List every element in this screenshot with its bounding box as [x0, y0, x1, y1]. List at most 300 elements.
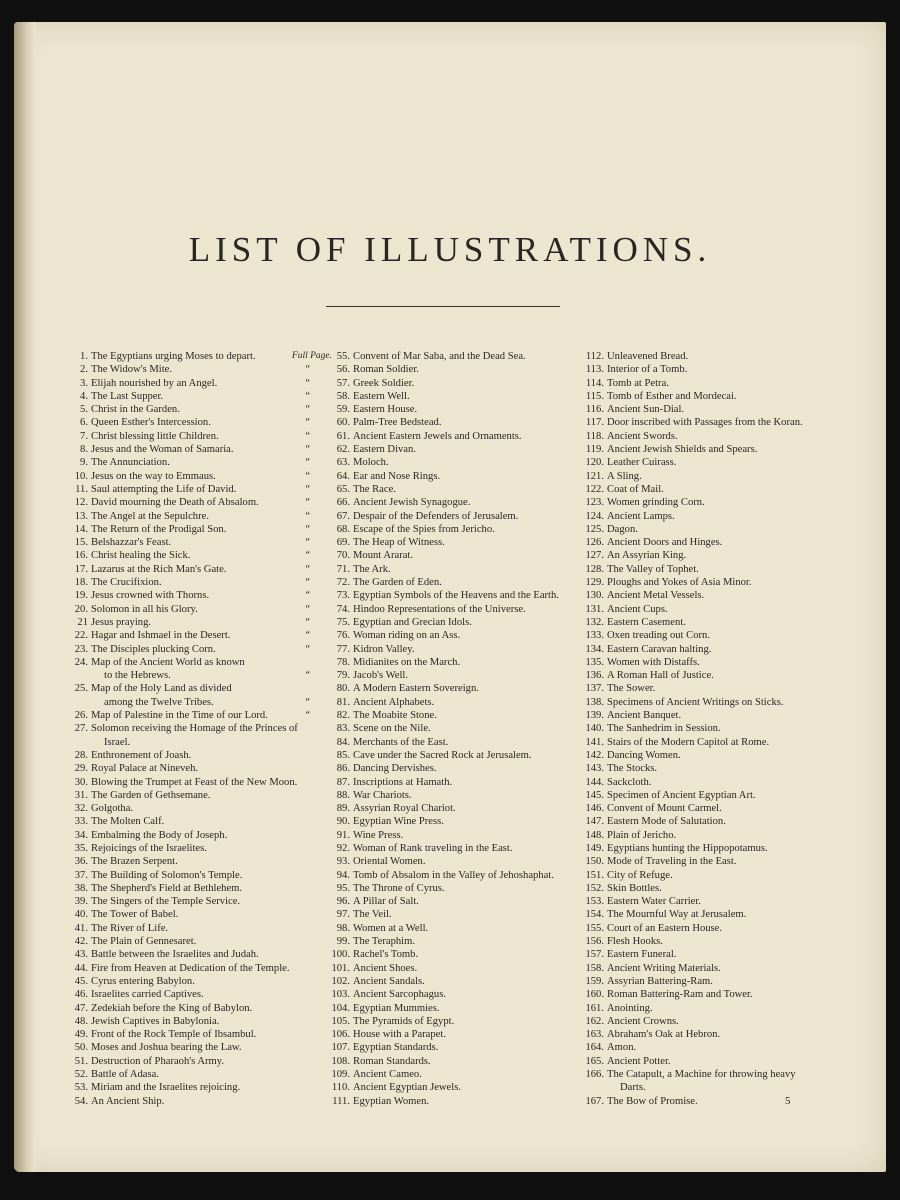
- illustration-entry: [576, 536, 834, 549]
- entry-number: 29.: [74, 763, 88, 775]
- entry-title: Elijah nourished by an Angel.: [91, 377, 218, 389]
- ditto-mark: “: [305, 643, 310, 655]
- entry-number: 91.: [336, 829, 350, 841]
- entry-number: 98.: [336, 922, 350, 934]
- illustration-entry: [322, 709, 584, 722]
- illustration-entry: [322, 643, 584, 656]
- illustration-entry: [576, 815, 834, 828]
- ditto-mark: “: [305, 616, 310, 628]
- illustration-entry: [576, 1068, 834, 1095]
- illustration-entry: [60, 722, 332, 749]
- entry-number: 76.: [336, 630, 350, 642]
- entry-title-continuation: to the Hebrews.: [104, 670, 171, 682]
- entry-number: 12.: [74, 497, 88, 509]
- illustration-entry: [322, 869, 584, 882]
- entry-title: Saul attempting the Life of David.: [91, 483, 237, 495]
- ditto-mark: “: [305, 390, 310, 402]
- entry-number: 58.: [336, 390, 350, 402]
- illustration-entry: [576, 629, 834, 642]
- entry-number: 79.: [336, 670, 350, 682]
- entry-number: 31.: [74, 789, 88, 801]
- illustration-entry: [322, 1015, 584, 1028]
- entry-title: Rachel's Tomb.: [353, 949, 419, 961]
- entry-number: 124.: [585, 510, 604, 522]
- entry-number: 80.: [336, 683, 350, 695]
- entry-title: Ancient Sarcophagus.: [353, 989, 446, 1001]
- entry-number: 158.: [585, 962, 604, 974]
- entry-title: Eastern House.: [353, 404, 418, 416]
- illustration-entry: [322, 696, 584, 709]
- entry-number: 151.: [585, 869, 604, 881]
- entry-number: 18.: [74, 577, 88, 589]
- entry-number: 63.: [336, 457, 350, 469]
- illustration-entry: [576, 869, 834, 882]
- entry-title: Interior of a Tomb.: [607, 364, 688, 376]
- entry-title: Cave under the Sacred Rock at Jerusalem.: [353, 749, 532, 761]
- entry-number: 41.: [74, 922, 88, 934]
- illustration-entry: [322, 656, 584, 669]
- illustration-entry: [60, 470, 332, 483]
- entry-number: 92.: [336, 842, 350, 854]
- illustration-entry: [576, 1002, 834, 1015]
- entry-title: Woman riding on an Ass.: [353, 630, 461, 642]
- entry-number: 36.: [74, 856, 88, 868]
- page-number: 5: [785, 1095, 791, 1107]
- entry-number: 140.: [585, 723, 604, 735]
- entry-number: 109.: [331, 1069, 350, 1081]
- ditto-mark: “: [305, 430, 310, 442]
- entry-title: The Race.: [353, 483, 396, 495]
- entry-number: 163.: [585, 1029, 604, 1041]
- entry-title: Ancient Lamps.: [607, 510, 675, 522]
- entry-title: Eastern Divan.: [353, 444, 416, 456]
- entry-number: 95.: [336, 882, 350, 894]
- illustration-entry: [322, 510, 584, 523]
- illustration-entry: [60, 523, 332, 536]
- entry-title: Palm-Tree Bedstead.: [353, 417, 442, 429]
- ditto-mark: “: [305, 563, 310, 575]
- entry-number: 40.: [74, 909, 88, 921]
- illustration-entry: [576, 563, 834, 576]
- entry-number: 4.: [80, 390, 88, 402]
- illustration-entry: [576, 736, 834, 749]
- entry-title: A Pillar of Salt.: [353, 896, 419, 908]
- entry-title: Court of an Eastern House.: [607, 922, 723, 934]
- entry-title: Ancient Potter.: [607, 1055, 671, 1067]
- entry-number: 159.: [585, 975, 604, 987]
- entry-title: Moloch.: [353, 457, 389, 469]
- entry-title: Destruction of Pharaoh's Army.: [91, 1055, 225, 1067]
- entry-title: Door inscribed with Passages from the Koran.: [607, 417, 803, 429]
- entry-number: 164.: [585, 1042, 604, 1054]
- illustration-entry: [60, 483, 332, 496]
- entry-title: House with a Parapet.: [353, 1029, 446, 1041]
- entry-number: 45.: [74, 975, 88, 987]
- entry-number: 2.: [80, 364, 88, 376]
- entry-number: 122.: [585, 483, 604, 495]
- entry-number: 157.: [585, 949, 604, 961]
- illustration-entry: [60, 776, 332, 789]
- entry-title: Battle of Adasa.: [91, 1069, 159, 1081]
- entry-title: Egyptian and Grecian Idols.: [353, 616, 472, 628]
- illustration-entry: [576, 962, 834, 975]
- entry-number: 86.: [336, 763, 350, 775]
- ditto-mark: “: [305, 470, 310, 482]
- entry-title: The Sower.: [607, 683, 656, 695]
- illustration-entry: [322, 563, 584, 576]
- ditto-mark: “: [305, 483, 310, 495]
- entry-title: Christ healing the Sick.: [91, 550, 191, 562]
- entry-number: 17.: [74, 563, 88, 575]
- illustration-entry: [322, 496, 584, 509]
- entry-title: The Pyramids of Egypt.: [353, 1015, 455, 1027]
- entry-number: 135.: [585, 656, 604, 668]
- entry-number: 75.: [336, 616, 350, 628]
- entry-title: Ancient Egyptian Jewels.: [353, 1082, 461, 1094]
- entry-title: Battle between the Israelites and Judah.: [91, 949, 259, 961]
- entry-title: Leather Cuirass.: [607, 457, 677, 469]
- entry-title: Christ blessing little Children.: [91, 430, 219, 442]
- entry-number: 66.: [336, 497, 350, 509]
- illustration-entry: [60, 589, 332, 602]
- entry-title: Tomb at Petra.: [607, 377, 669, 389]
- illustration-entry: [576, 603, 834, 616]
- illustrations-column-1: [60, 350, 332, 1108]
- entry-number: 7.: [80, 430, 88, 442]
- entry-number: 166.: [585, 1069, 604, 1081]
- entry-title: The Valley of Tophet.: [607, 563, 699, 575]
- entry-title: Embalming the Body of Joseph.: [91, 829, 228, 841]
- entry-title: Queen Esther's Intercession.: [91, 417, 211, 429]
- entry-title-continuation: Darts.: [620, 1082, 646, 1094]
- entry-title: Ancient Doors and Hinges.: [607, 537, 723, 549]
- entry-title: Christ in the Garden.: [91, 404, 180, 416]
- entry-number: 107.: [331, 1042, 350, 1054]
- entry-number: 85.: [336, 749, 350, 761]
- entry-title: Map of the Holy Land as divided among the Twelve Tribes.: [91, 682, 332, 709]
- entry-number: 96.: [336, 896, 350, 908]
- entry-number: 81.: [336, 696, 350, 708]
- entry-number: 114.: [585, 377, 604, 389]
- illustration-entry: [322, 470, 584, 483]
- entry-title: Egyptian Standards.: [353, 1042, 439, 1054]
- entry-number: 44.: [74, 962, 88, 974]
- entry-number: 6.: [80, 417, 88, 429]
- entry-title: Ancient Sun-Dial.: [607, 404, 685, 416]
- illustration-entry: [322, 363, 584, 376]
- entry-number: 126.: [585, 537, 604, 549]
- entry-number: 162.: [585, 1015, 604, 1027]
- illustration-entry: [60, 496, 332, 509]
- entry-number: 102.: [331, 975, 350, 987]
- illustration-entry: [60, 456, 332, 469]
- entry-number: 26.: [74, 710, 88, 722]
- ditto-mark: “: [305, 523, 310, 535]
- entry-title: Jesus praying.: [91, 616, 152, 628]
- entry-number: 125.: [585, 523, 604, 535]
- entry-title: Ploughs and Yokes of Asia Minor.: [607, 577, 752, 589]
- entry-title: Assyrian Battering-Ram.: [607, 975, 713, 987]
- entry-number: 93.: [336, 856, 350, 868]
- entry-number: 132.: [585, 616, 604, 628]
- entry-title: Ancient Swords.: [607, 430, 678, 442]
- entry-title: A Sling.: [607, 470, 642, 482]
- illustration-entry: [576, 948, 834, 961]
- entry-number: 149.: [585, 842, 604, 854]
- entry-title: Roman Standards.: [353, 1055, 431, 1067]
- illustration-entry: [60, 643, 332, 656]
- entry-number: 84.: [336, 736, 350, 748]
- entry-title: The Last Supper.: [91, 390, 164, 402]
- entry-title: Woman of Rank traveling in the East.: [353, 842, 513, 854]
- entry-title: Miriam and the Israelites rejoicing.: [91, 1082, 241, 1094]
- entry-title: Abraham's Oak at Hebron.: [607, 1029, 721, 1041]
- entry-title: Amon.: [607, 1042, 637, 1054]
- illustration-entry: [576, 762, 834, 775]
- illustration-entry: [322, 416, 584, 429]
- entry-number: 105.: [331, 1015, 350, 1027]
- illustration-entry: [60, 709, 332, 722]
- entry-number: 56.: [336, 364, 350, 376]
- entry-title: The Teraphim.: [353, 936, 416, 948]
- entry-number: 22.: [74, 630, 88, 642]
- entry-title: The Veil.: [353, 909, 392, 921]
- entry-title: Eastern Caravan halting.: [607, 643, 712, 655]
- entry-number: 77.: [336, 643, 350, 655]
- entry-title: Inscriptions at Hamath.: [353, 776, 453, 788]
- illustration-entry: [322, 922, 584, 935]
- ditto-mark: “: [305, 510, 310, 522]
- illustration-entry: [576, 377, 834, 390]
- entry-title: Ancient Jewish Shields and Spears.: [607, 444, 758, 456]
- illustration-entry: [60, 802, 332, 815]
- illustration-entry: [576, 709, 834, 722]
- entry-number: 120.: [585, 457, 604, 469]
- entry-title: The Brazen Serpent.: [91, 856, 178, 868]
- entry-title: Eastern Water Carrier.: [607, 896, 701, 908]
- entry-title: The Garden of Eden.: [353, 577, 442, 589]
- illustration-entry: [60, 789, 332, 802]
- entry-title: Ancient Crowns.: [607, 1015, 679, 1027]
- illustration-entry: [60, 762, 332, 775]
- entry-number: 153.: [585, 896, 604, 908]
- entry-title: The Building of Solomon's Temple.: [91, 869, 243, 881]
- entry-number: 101.: [331, 962, 350, 974]
- book-page: [14, 22, 886, 1172]
- illustration-entry: [60, 616, 332, 629]
- entry-title: Jacob's Well.: [353, 670, 408, 682]
- entry-number: 111.: [332, 1095, 350, 1107]
- illustration-entry: [60, 563, 332, 576]
- page-title: LIST OF ILLUSTRATIONS.: [188, 230, 712, 269]
- ditto-mark: “: [305, 603, 310, 615]
- entry-title: An Assyrian King.: [607, 550, 687, 562]
- entry-number: 145.: [585, 789, 604, 801]
- entry-title: Women with Distaffs.: [607, 656, 700, 668]
- full-page-label: Full Page.: [291, 351, 332, 361]
- entry-number: 72.: [336, 577, 350, 589]
- entry-number: 47.: [74, 1002, 88, 1014]
- illustration-entry: [322, 390, 584, 403]
- entry-number: 27.: [74, 723, 88, 735]
- illustration-entry: [60, 842, 332, 855]
- entry-title: Unleavened Bread.: [607, 351, 689, 362]
- entry-number: 14.: [74, 523, 88, 535]
- entry-number: 21: [77, 616, 88, 628]
- illustration-entry: [60, 629, 332, 642]
- entry-title: The Catapult, a Machine for throwing heavy Darts.: [607, 1068, 834, 1095]
- entry-number: 144.: [585, 776, 604, 788]
- illustration-entry: [322, 948, 584, 961]
- entry-title: War Chariots.: [353, 789, 412, 801]
- illustration-entry: [60, 1028, 332, 1041]
- illustration-entry: [576, 496, 834, 509]
- entry-number: 74.: [336, 603, 350, 615]
- entry-number: 110.: [331, 1082, 350, 1094]
- illustration-entry: [322, 589, 584, 602]
- entry-number: 64.: [336, 470, 350, 482]
- entry-title: Coat of Mail.: [607, 483, 664, 495]
- ditto-mark: “: [305, 590, 310, 602]
- illustration-entry: [60, 363, 332, 376]
- illustration-entry: [60, 549, 332, 562]
- entry-number: 103.: [331, 989, 350, 1001]
- illustration-entry: [322, 483, 584, 496]
- illustration-entry: [322, 1068, 584, 1081]
- entry-number: 62.: [336, 444, 350, 456]
- illustration-entry: [60, 948, 332, 961]
- entry-title: Midianites on the March.: [353, 656, 461, 668]
- illustration-entry: [60, 443, 332, 456]
- entry-title: Fire from Heaven at Dedication of the Temple.: [91, 962, 290, 974]
- entry-title: Specimen of Ancient Egyptian Art.: [607, 789, 756, 801]
- entry-number: 52.: [74, 1069, 88, 1081]
- illustration-entry: [576, 350, 834, 363]
- illustration-entry: [322, 935, 584, 948]
- illustration-entry: [322, 962, 584, 975]
- entry-number: 67.: [336, 510, 350, 522]
- ditto-mark: “: [305, 577, 310, 589]
- illustration-entry: [576, 390, 834, 403]
- entry-title: The Ark.: [353, 563, 391, 575]
- entry-number: 38.: [74, 882, 88, 894]
- ditto-mark: “: [305, 630, 310, 642]
- entry-title: Dancing Women.: [607, 749, 681, 761]
- entry-title: The Molten Calf.: [91, 816, 165, 828]
- illustration-entry: [60, 350, 332, 363]
- entry-number: 119.: [585, 444, 604, 456]
- entry-title: Lazarus at the Rich Man's Gate.: [91, 563, 227, 575]
- entry-number: 99.: [336, 936, 350, 948]
- illustration-entry: [576, 842, 834, 855]
- entry-title: Eastern Mode of Salutation.: [607, 816, 726, 828]
- illustrations-column-3: [576, 350, 834, 1108]
- entry-title: The Throne of Cyrus.: [353, 882, 445, 894]
- entry-title: Mode of Traveling in the East.: [607, 856, 737, 868]
- entry-title: Eastern Funeral.: [607, 949, 677, 961]
- illustration-entry: [60, 536, 332, 549]
- ditto-mark: “: [305, 497, 310, 509]
- entry-title: Ancient Shoes.: [353, 962, 418, 974]
- entry-number: 129.: [585, 577, 604, 589]
- illustration-entry: [576, 802, 834, 815]
- entry-title: The Garden of Gethsemane.: [91, 789, 211, 801]
- illustration-entry: [576, 456, 834, 469]
- entry-number: 68.: [336, 523, 350, 535]
- entry-number: 25.: [74, 683, 88, 695]
- entry-number: 3.: [80, 377, 88, 389]
- entry-title: Map of the Ancient World as known to the Hebrews.: [91, 656, 332, 683]
- title-rule: [326, 306, 560, 307]
- entry-title: Eastern Well.: [353, 390, 410, 402]
- entry-number: 82.: [336, 710, 350, 722]
- entry-title-continuation: Israel.: [104, 736, 131, 748]
- illustration-entry: [322, 549, 584, 562]
- page-spine-edge: [14, 22, 36, 1172]
- entry-number: 69.: [336, 537, 350, 549]
- illustration-entry: [576, 682, 834, 695]
- illustration-entry: [60, 895, 332, 908]
- entry-title: Merchants of the East.: [353, 736, 449, 748]
- entry-number: 78.: [336, 656, 350, 668]
- entry-title: Dagon.: [607, 523, 638, 535]
- illustration-entry: [322, 603, 584, 616]
- illustration-entry: [60, 908, 332, 921]
- entry-title: Jewish Captives in Babylonia.: [91, 1015, 220, 1027]
- illustration-entry: [322, 988, 584, 1001]
- entry-number: 34.: [74, 829, 88, 841]
- illustration-entry: [60, 988, 332, 1001]
- illustration-entry: [60, 510, 332, 523]
- illustration-entry: [60, 603, 332, 616]
- illustration-entry: [322, 669, 584, 682]
- illustration-entry: [322, 749, 584, 762]
- illustration-entry: [60, 882, 332, 895]
- entry-title: Anointing.: [607, 1002, 653, 1014]
- entry-number: 42.: [74, 936, 88, 948]
- entry-title-continuation: among the Twelve Tribes.: [104, 696, 214, 708]
- entry-title: Ancient Metal Vessels.: [607, 590, 705, 602]
- ditto-mark: “: [305, 377, 310, 389]
- entry-number: 141.: [585, 736, 604, 748]
- entry-number: 50.: [74, 1042, 88, 1054]
- entry-title: Belshazzar's Feast.: [91, 537, 172, 549]
- illustration-entry: [576, 656, 834, 669]
- entry-title: Flesh Hooks.: [607, 936, 663, 948]
- entry-number: 139.: [585, 710, 604, 722]
- entry-number: 128.: [585, 563, 604, 575]
- illustration-entry: [576, 510, 834, 523]
- entry-title: David mourning the Death of Absalom.: [91, 497, 259, 509]
- entry-title: Egyptian Mummies.: [353, 1002, 440, 1014]
- entry-title: The Sanhedrim in Session.: [607, 723, 721, 735]
- illustration-entry: [576, 882, 834, 895]
- illustration-entry: [322, 722, 584, 735]
- illustration-entry: [60, 1002, 332, 1015]
- entry-number: 88.: [336, 789, 350, 801]
- ditto-mark: “: [305, 670, 310, 682]
- entry-title: Eastern Casement.: [607, 616, 686, 628]
- entry-title: Cyrus entering Babylon.: [91, 975, 195, 987]
- illustration-entry: [576, 935, 834, 948]
- entry-title: Dancing Dervishes.: [353, 763, 437, 775]
- entry-title: Roman Soldier.: [353, 364, 419, 376]
- entry-number: 9.: [80, 457, 88, 469]
- illustrations-column-2: [322, 350, 584, 1108]
- entry-title: The Shepherd's Field at Bethlehem.: [91, 882, 243, 894]
- entry-number: 51.: [74, 1055, 88, 1067]
- entry-title: Ancient Eastern Jewels and Ornaments.: [353, 430, 522, 442]
